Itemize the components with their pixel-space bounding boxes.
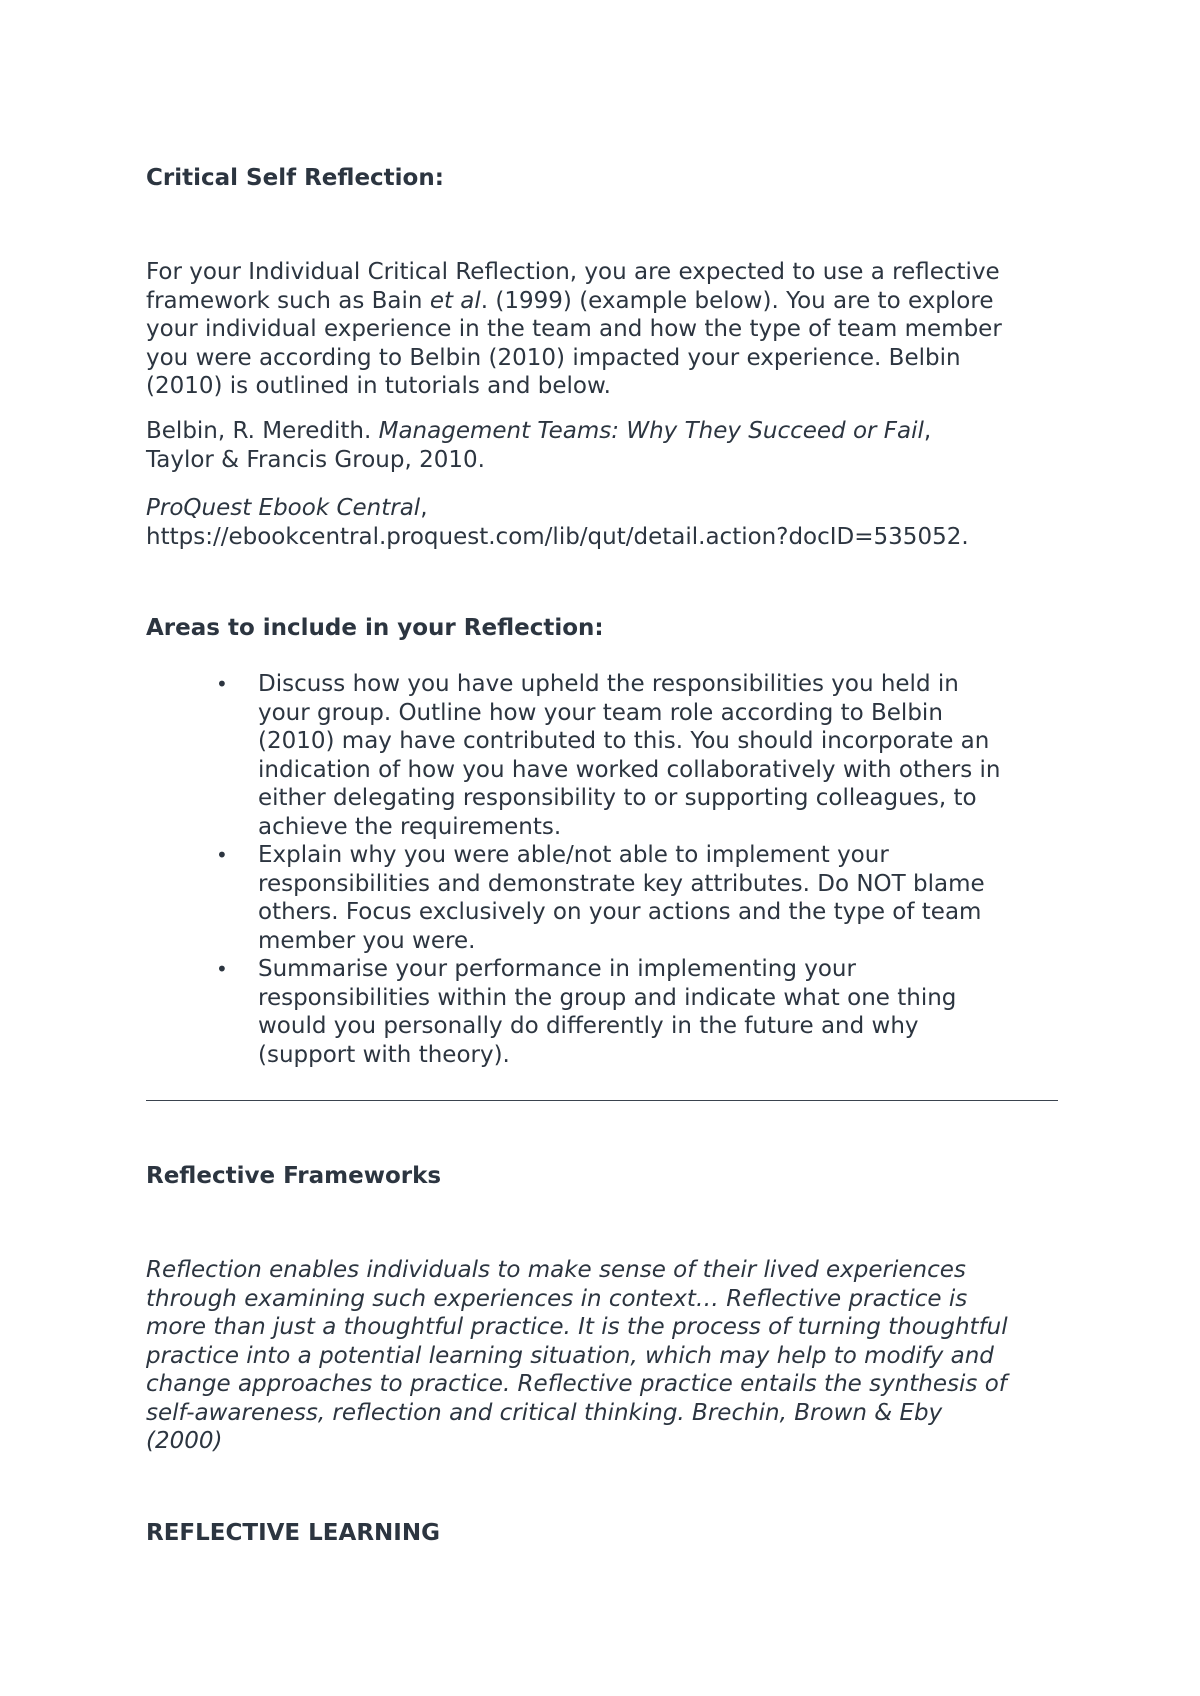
bullet-icon: • <box>216 957 228 981</box>
bullet-line: either delegating responsibility to or supporting colleagues, to <box>258 785 977 811</box>
bullet-line: Explain why you were able/not able to implement your <box>258 842 889 868</box>
quote-line: Reflection enables individuals to make sense of their lived experiences <box>146 1257 966 1283</box>
bullet-line: responsibilities and demonstrate key attributes. Do NOT blame <box>258 870 985 897</box>
bullet-line: would you personally do differently in the future and why <box>258 1013 919 1039</box>
intro-paragraph <box>146 258 1066 401</box>
reference-line <box>146 494 1066 523</box>
intro-line: you were according to Belbin (2010) impacted your experience. Belbin <box>146 344 961 371</box>
quote-line: more than just a thoughtful practice. It is the process of turning thoughtful <box>146 1314 1008 1340</box>
bullet-line: (2010) may have contributed to this. You should incorporate an <box>258 728 990 754</box>
heading-areas-to-include: Areas to include in your Reflection: <box>146 615 604 641</box>
list-item <box>146 955 1066 1069</box>
reference-proquest <box>146 494 1066 551</box>
intro-italic-text: et al <box>429 287 481 314</box>
bullet-line: achieve the requirements. <box>258 813 562 840</box>
quote-line: practice into a potential learning situation, which may help to modify and <box>146 1342 994 1369</box>
bullet-line: responsibilities within the group and indicate what one thing <box>258 984 957 1011</box>
intro-line: For your Individual Critical Reflection, you are expected to use a reflective <box>146 259 1000 285</box>
reference-punct: , <box>420 495 428 521</box>
reference-source: ProQuest Ebook Central <box>146 495 421 521</box>
reference-punct: , <box>923 418 932 444</box>
reference-author: Belbin, R. Meredith. <box>146 418 379 444</box>
reference-belbin <box>146 417 1066 474</box>
bullet-icon: • <box>216 672 228 696</box>
reference-line: Taylor & Francis Group, 2010. <box>146 446 485 473</box>
bullet-icon: • <box>216 843 228 867</box>
bullet-line: member you were. <box>258 927 476 954</box>
reference-title: Management Teams: Why They Succeed or Fail <box>378 418 924 444</box>
intro-text: . (1999) (example below). You are to explore <box>480 287 994 314</box>
bullet-line: Discuss how you have upheld the responsibilities you held in <box>258 671 959 697</box>
intro-text: framework such as Bain <box>146 287 430 314</box>
horizontal-divider <box>146 1100 1058 1101</box>
heading-critical-self-reflection: Critical Self Reflection: <box>146 165 444 191</box>
bullet-line: your group. Outline how your team role according to Belbin <box>258 699 943 726</box>
reference-line <box>146 417 1066 446</box>
bullet-line: indication of how you have worked collaboratively with others in <box>258 756 1001 783</box>
heading-reflective-frameworks: Reflective Frameworks <box>146 1163 442 1189</box>
intro-line <box>146 287 1066 316</box>
intro-line: your individual experience in the team and how the type of team member <box>146 316 1002 342</box>
reference-url: https://ebookcentral.proquest.com/lib/qut/detail.action?docID=535052. <box>146 523 969 550</box>
bullet-line: others. Focus exclusively on your actions and the type of team <box>258 899 982 925</box>
heading-reflective-learning: REFLECTIVE LEARNING <box>146 1520 440 1546</box>
list-item <box>146 841 1066 955</box>
areas-bullet-list <box>146 670 1066 1069</box>
bullet-line: Summarise your performance in implementing your <box>258 956 856 982</box>
quote-line: change approaches to practice. Reflective practice entails the synthesis of <box>146 1371 1007 1397</box>
quote-line: through examining such experiences in context… Reflective practice is <box>146 1285 968 1312</box>
quote-line: self-awareness, reflection and critical thinking. Brechin, Brown & Eby <box>146 1399 943 1426</box>
bullet-line: (support with theory). <box>258 1041 510 1068</box>
list-item <box>146 670 1066 841</box>
reflection-quote <box>146 1256 1066 1456</box>
intro-line: (2010) is outlined in tutorials and below. <box>146 373 611 399</box>
quote-line: (2000) <box>146 1428 223 1454</box>
